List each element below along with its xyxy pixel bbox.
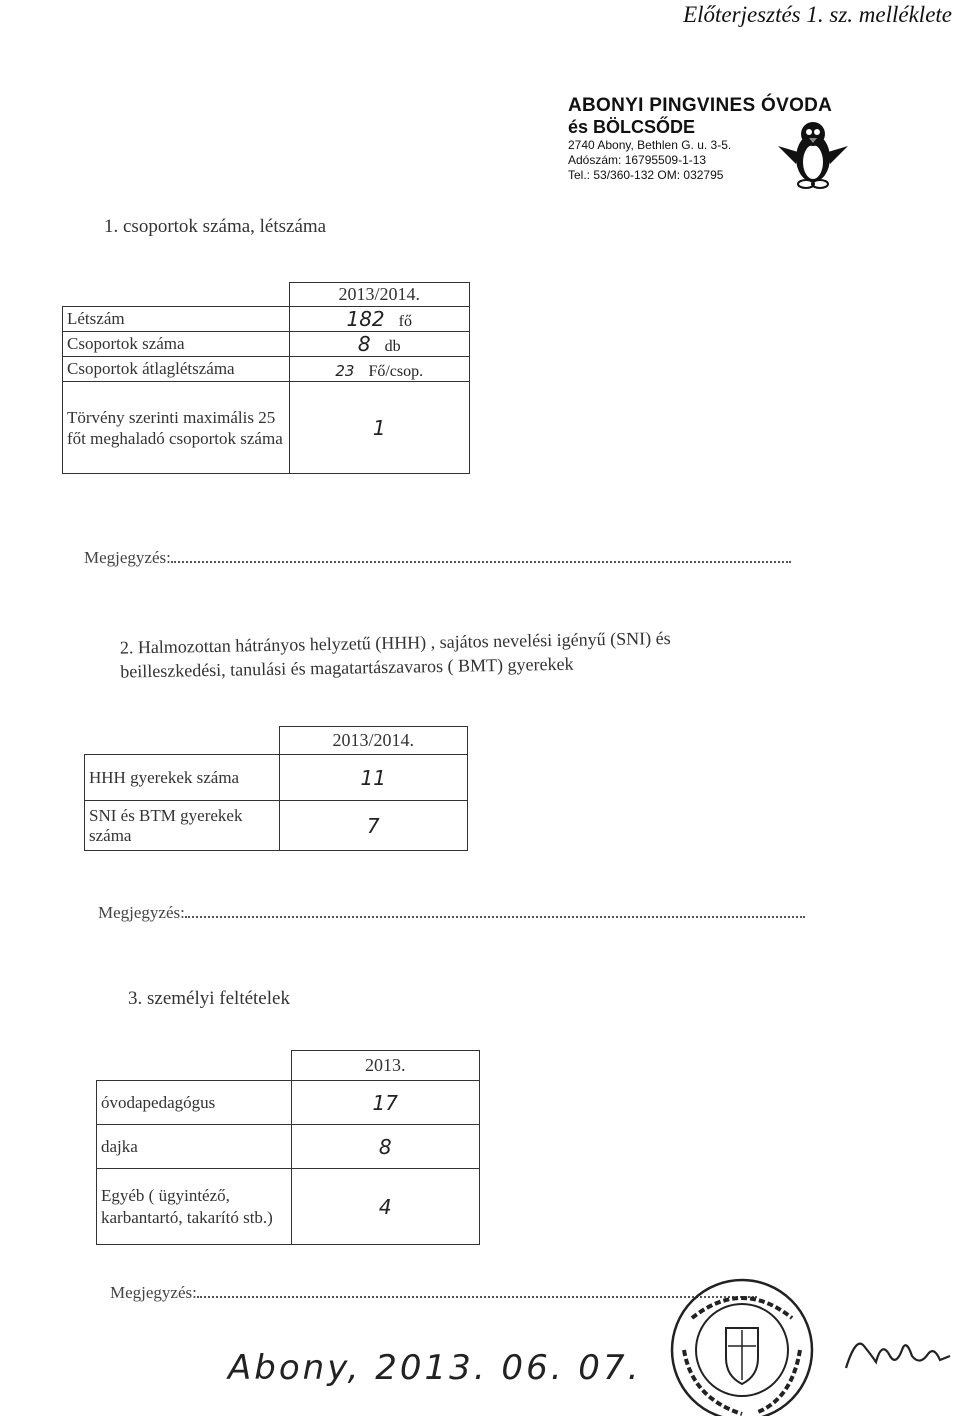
section2-title: 2. Halmozottan hátrányos helyzetű (HHH) , sajátos nevelési igényű (SNI) és beilleszkedési, tanulási és magatartászavaros ( BMT) gyerekek (119, 627, 671, 682)
row-value-cell (289, 332, 470, 357)
table-row (85, 801, 468, 851)
institution-tax-number: Adószám: 16795509-1-13 (568, 153, 707, 167)
row-unit: db (384, 338, 401, 355)
signature-icon (842, 1326, 954, 1376)
table-row (97, 1081, 480, 1125)
section3-year-header: 2013. (291, 1051, 480, 1081)
section3-table (96, 1050, 480, 1245)
table-row (85, 755, 468, 801)
row-unit: fő (398, 313, 412, 330)
table-row (63, 332, 470, 357)
row-label: HHH gyerekek száma (85, 755, 280, 801)
section2-note (98, 903, 805, 923)
coat-of-arms-icon (726, 1328, 758, 1384)
round-stamp (662, 1268, 822, 1416)
institution-address: 2740 Abony, Bethlen G. u. 3-5. (568, 138, 732, 152)
note-label: Megjegyzés: (98, 903, 185, 922)
section1-table (62, 282, 470, 474)
row-label: óvodapedagógus (97, 1081, 292, 1125)
institution-name: ABONYI PINGVINES ÓVODA (568, 95, 833, 116)
row-value: 23 (335, 362, 355, 380)
row-label: Létszám (63, 307, 290, 332)
row-value: 7 (279, 801, 468, 851)
row-value: 4 (291, 1169, 480, 1245)
table-row (97, 1169, 480, 1245)
handwritten-place-date: Abony, 2013. 06. 07. (228, 1348, 642, 1388)
section3-note (110, 1283, 757, 1303)
section1-year-header: 2013/2014. (289, 283, 470, 307)
row-unit: Fő/csop. (368, 363, 424, 380)
row-value-cell (289, 307, 470, 332)
row-value-cell (289, 357, 470, 382)
row-label: Csoportok átlaglétszáma (63, 357, 290, 382)
row-label: SNI és BTM gyerekek száma (85, 801, 280, 851)
row-value: 1 (372, 415, 386, 440)
note-dotted-line (185, 904, 805, 918)
penguin-icon (772, 112, 854, 194)
section2-table (84, 726, 468, 851)
note-label: Megjegyzés: (110, 1283, 197, 1302)
row-value: 8 (357, 332, 371, 356)
institution-phone-om: Tel.: 53/360-132 OM: 032795 (568, 168, 724, 182)
row-label: Törvény szerinti maximális 25 főt meghaladó csoportok száma (63, 382, 290, 474)
institution-name-line2: és BÖLCSŐDE (568, 117, 696, 137)
row-value: 11 (279, 755, 468, 801)
row-value-cell (289, 382, 470, 474)
row-label: dajka (97, 1125, 292, 1169)
table-row (97, 1125, 480, 1169)
table-row (63, 307, 470, 332)
note-dotted-line (171, 549, 791, 563)
row-value: 182 (346, 307, 385, 331)
row-value: 8 (291, 1125, 480, 1169)
section3-title: 3. személyi feltételek (128, 988, 290, 1009)
note-label: Megjegyzés: (84, 548, 171, 567)
table-row (63, 382, 470, 474)
annex-title: Előterjesztés 1. sz. melléklete (683, 2, 952, 27)
section1-title: 1. csoportok száma, létszáma (104, 216, 327, 237)
section2-year-header: 2013/2014. (279, 727, 468, 755)
row-label: Csoportok száma (63, 332, 290, 357)
table-row (63, 357, 470, 382)
row-label: Egyéb ( ügyintéző, karbantartó, takarító stb.) (97, 1169, 292, 1245)
row-value: 17 (291, 1081, 480, 1125)
section1-note (84, 548, 791, 568)
